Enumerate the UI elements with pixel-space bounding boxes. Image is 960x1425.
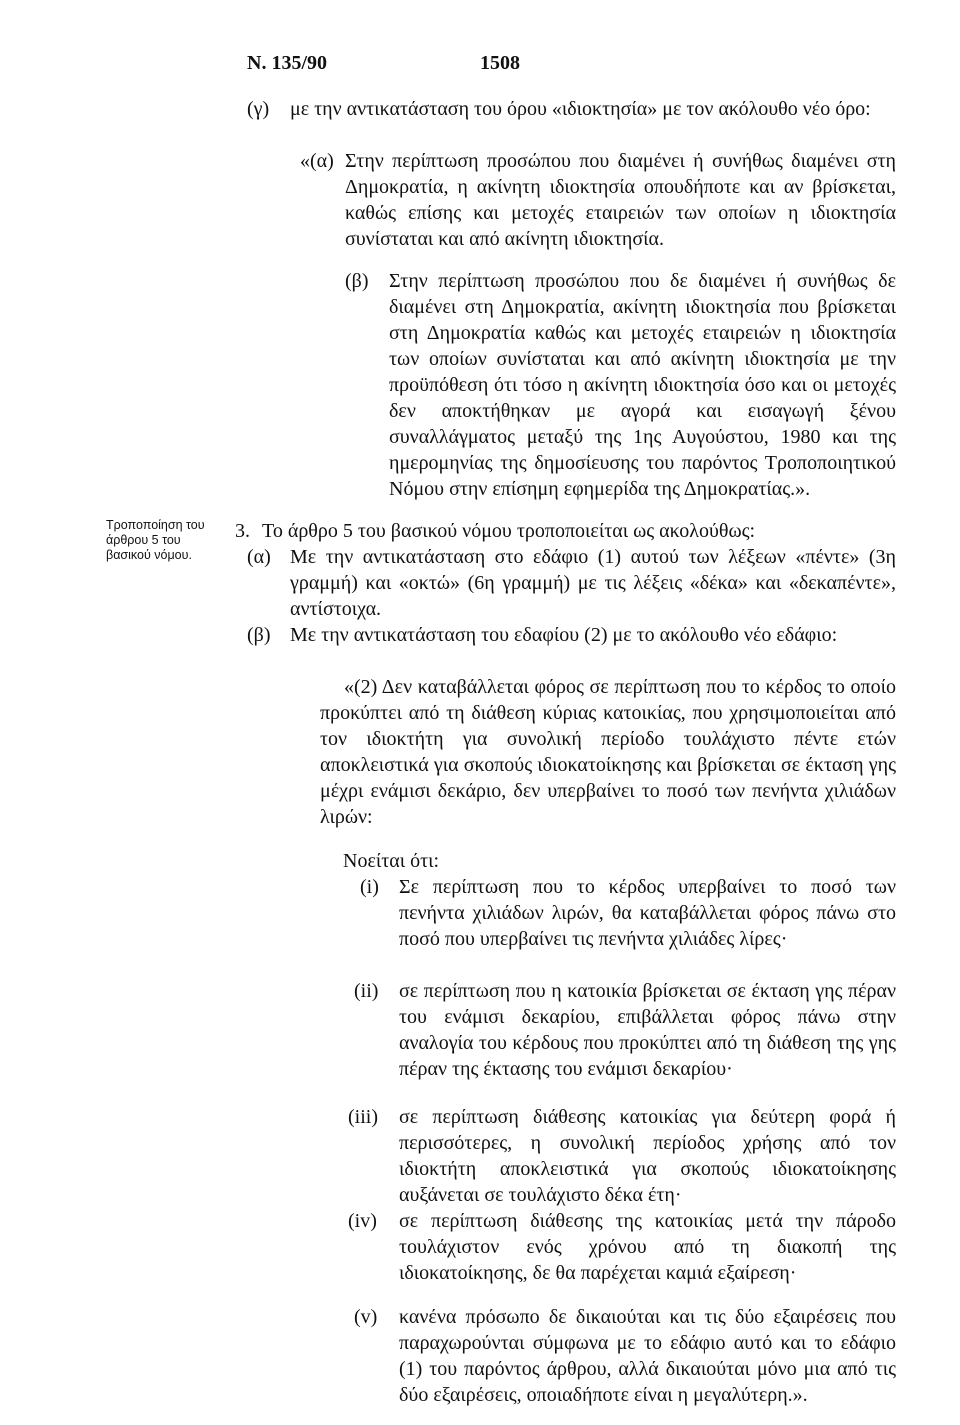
section-3-number: 3. bbox=[235, 520, 250, 542]
proviso-text: σε περίπτωση που η κατοικία βρίσκεται σε έκταση γης πέραν του ενάμισι δεκαρίου, επιβάλλεται φόρος πάνω στην αναλογία του κέρδους που προκύπτει από τη διάθεση της γης πέραν της έκτασης του ενάμισι δεκαρίου· bbox=[399, 980, 896, 1080]
section-3-heading: Το άρθρο 5 του βασικού νόμου τροποποιείται ως ακολούθως: bbox=[262, 520, 756, 542]
law-reference: Ν. 135/90 bbox=[247, 52, 327, 74]
proviso-label: (i) bbox=[360, 876, 379, 898]
proviso-text: κανένα πρόσωπο δε δικαιούται και τις δύο εξαιρέσεις που παραχωρούνται σύμφωνα με το εδάφιο αυτό και το εδάφιο (1) του παρόντος άρθρου, αλλά δικαιούται μόνο μια από τις δύο εξαιρέσεις, οποιαδήποτε είναι η μεγαλύτερη.». bbox=[399, 1306, 896, 1406]
definition-b-label: (β) bbox=[345, 270, 369, 292]
amendment-b-text: Με την αντικατάσταση του εδαφίου (2) με το ακόλουθο νέο εδάφιο: bbox=[290, 624, 838, 646]
margin-note: Τροποποίηση του άρθρου 5 του βασικού νόμου. bbox=[106, 518, 205, 562]
proviso-label: (v) bbox=[354, 1306, 378, 1328]
proviso-label: (iv) bbox=[348, 1210, 377, 1232]
proviso-label: (iii) bbox=[348, 1106, 378, 1128]
proviso-text: Σε περίπτωση που το κέρδος υπερβαίνει το ποσό των πενήντα χιλιάδων λιρών, θα καταβάλλεται φόρος πάνω στο ποσό που υπερβαίνει τις πενήντα χιλιάδες λίρες· bbox=[399, 876, 896, 950]
proviso-intro: Νοείται ότι: bbox=[343, 850, 440, 872]
item-gamma-label: (γ) bbox=[247, 98, 270, 120]
proviso-text: σε περίπτωση διάθεσης κατοικίας για δεύτερη φορά ή περισσότερες, η συνολική περίοδος χρήσης από τον ιδιοκτήτη αποκλειστικά για σκοπούς ιδιοκατοίκησης αυξάνεται σε τουλάχιστο δέκα έτη· bbox=[399, 1106, 896, 1206]
amendment-b-label: (β) bbox=[247, 624, 271, 646]
definition-a-text: Στην περίπτωση προσώπου που διαμένει ή συνήθως διαμένει στη Δημοκρατία, η ακίνητη ιδιοκτησία οπουδήποτε και αν βρίσκεται, καθώς επίσης και μετοχές εταιρειών των οποίων η ιδιοκτησία συνίσταται και από ακίνητη ιδιοκτησία. bbox=[345, 150, 896, 250]
proviso-text: σε περίπτωση διάθεσης της κατοικίας μετά την πάροδο τουλάχιστον ενός χρόνου από τη διακοπή της ιδιοκατοίκησης, δε θα παρέχεται καμιά εξαίρεση· bbox=[399, 1210, 896, 1284]
page-number: 1508 bbox=[480, 52, 520, 74]
amendment-a-text: Με την αντικατάσταση στο εδάφιο (1) αυτού των λέξεων «πέντε» (3η γραμμή) και «οκτώ» (6η γραμμή) με τις λέξεις «δέκα» και «δεκαπέντε», αντίστοιχα. bbox=[290, 546, 896, 620]
proviso-label: (ii) bbox=[354, 980, 379, 1002]
subsection-2-text: «(2) Δεν καταβάλλεται φόρος σε περίπτωση που το κέρδος το οποίο προκύπτει από τη διάθεση κύριας κατοικίας, που χρησιμοποιείται από τον ιδιοκτήτη για συνολική περίοδο τουλάχιστο πέντε ετών αποκλειστικά για σκοπούς ιδιοκατοίκησης και βρίσκεται σε έκταση γης μέχρι ενάμισι δεκάριο, δεν υπερβαίνει το ποσό των πενήντα χιλιάδων λιρών: bbox=[320, 676, 896, 828]
amendment-a-label: (α) bbox=[247, 546, 271, 568]
definition-a-label: «(α) bbox=[300, 150, 334, 172]
item-gamma-text: με την αντικατάσταση του όρου «ιδιοκτησία» με τον ακόλουθο νέο όρο: bbox=[290, 98, 871, 120]
definition-b-text: Στην περίπτωση προσώπου που δε διαμένει ή συνήθως δε διαμένει στη Δημοκρατία, ακίνητη ιδιοκτησία που βρίσκεται στη Δημοκρατία καθώς και μετοχές εταιρειών η ιδιοκτησία των οποίων συνίσταται και από ακίνητη ιδιοκτησία με την προϋπόθεση ότι τόσο η ακίνητη ιδιοκτησία όσο και οι μετοχές δεν αποκτήθηκαν με αγορά και εισαγωγή ξένου συναλλάγματος μεταξύ της 1ης Αυγούστου, 1980 και της ημερομηνίας της δημοσίευσης του παρόντος Τροποποιητικού Νόμου στην επίσημη εφημερίδα της Δημοκρατίας.». bbox=[389, 270, 896, 500]
